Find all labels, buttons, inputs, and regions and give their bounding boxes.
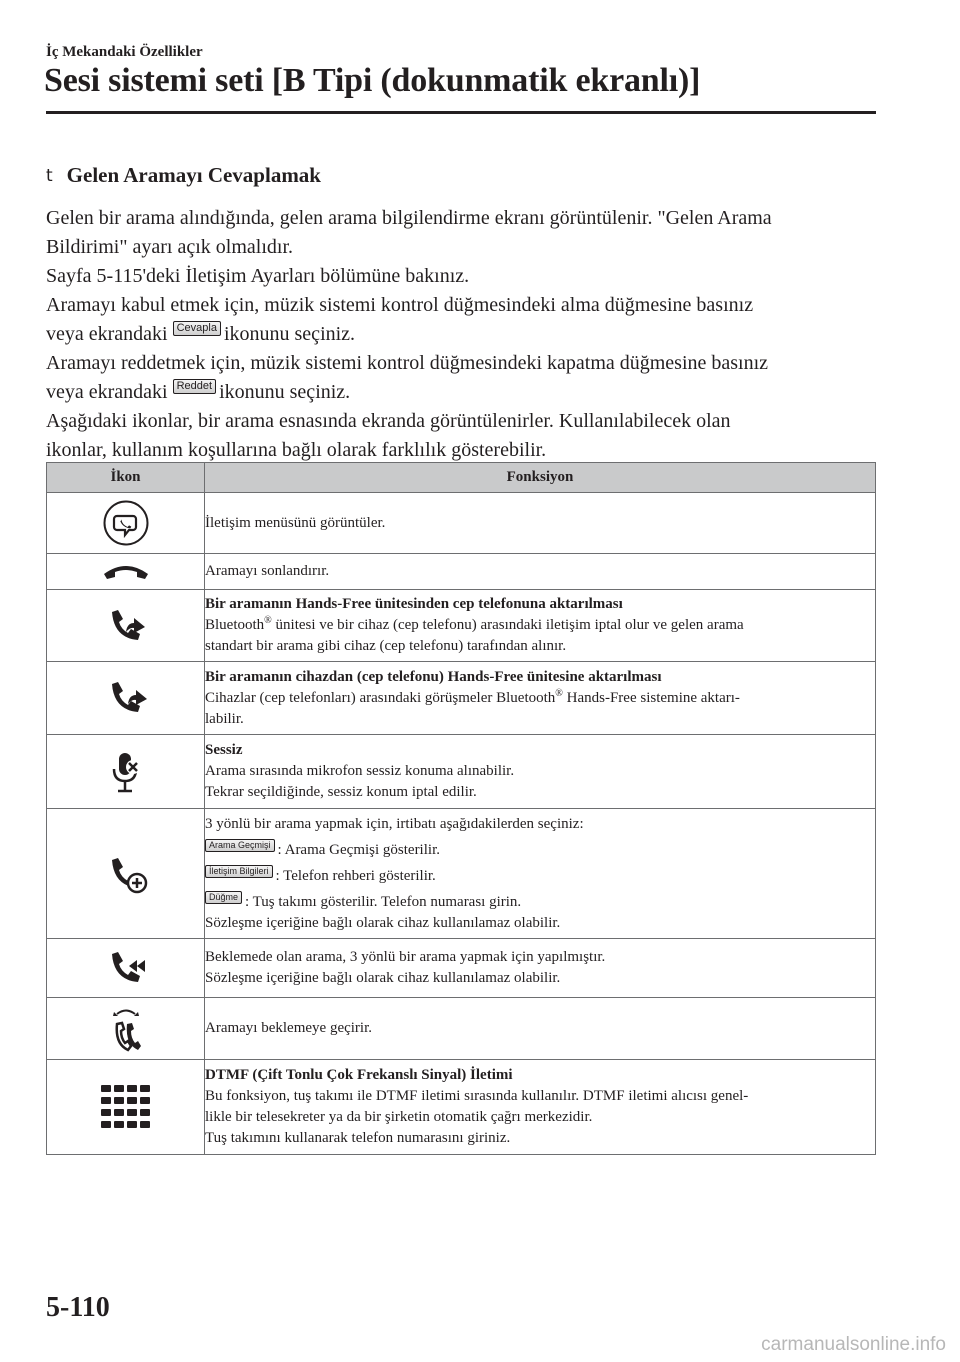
- body-line: Sayfa 5-115'deki İletişim Ayarları bölümüne bakınız.: [46, 265, 470, 287]
- answer-chip: Cevapla: [173, 321, 221, 336]
- call-history-chip: Arama Geçmişi: [205, 839, 275, 852]
- body-text-segment: ikonunu seçiniz.: [223, 323, 356, 345]
- body-line: Aşağıdaki ikonlar, bir arama esnasında ekranda görüntülenirler. Kullanılabilecek olan: [46, 410, 731, 432]
- row-text-segment: Hands-Free sistemine aktarı-: [562, 689, 740, 706]
- end-call-icon: [47, 562, 204, 582]
- table-row: [47, 735, 876, 809]
- body-text-segment: ikonunu seçiniz.: [219, 381, 351, 403]
- page-title: Sesi sistemi seti [B Tipi (dokunmatik ekranlı)]: [44, 62, 701, 99]
- row-description: Bu fonksiyon, tuş takımı ile DTMF iletimi sırasında kullanılır. DTMF iletimi alıcısı genel-: [205, 1088, 749, 1104]
- row-text-segment: : Tuş takımı gösterilir. Telefon numarası girin.: [245, 893, 522, 910]
- icon-function-table: [46, 462, 876, 1155]
- body-line: Gelen bir arama alındığında, gelen arama bilgilendirme ekranı görüntülenir. "Gelen Arama: [46, 207, 772, 229]
- table-row: [47, 662, 876, 735]
- merge-calls-icon: [47, 945, 204, 991]
- row-title: Sessiz: [205, 742, 243, 758]
- row-title: Bir aramanın Hands-Free ünitesinden cep telefonuna aktarılması: [205, 596, 623, 612]
- registered-mark: ®: [555, 687, 563, 699]
- body-line: Aramayı reddetmek için, müzik sistemi kontrol düğmesindeki kapatma düğmesine basınız: [46, 352, 769, 374]
- row-description: Sözleşme içeriğine bağlı olarak cihaz kullanılamaz olabilir.: [205, 914, 561, 931]
- table-row: [47, 493, 876, 554]
- heading-text: Gelen Aramayı Cevaplamak: [66, 163, 321, 187]
- row-description: [205, 865, 875, 887]
- keypad-icon: [47, 1085, 204, 1129]
- communication-menu-icon: [47, 500, 204, 546]
- table-row: [47, 590, 876, 662]
- hold-call-icon: [47, 1004, 204, 1054]
- row-text-segment: : Telefon rehberi gösterilir.: [275, 867, 436, 884]
- body-line: ikonlar, kullanım koşullarına bağlı olarak farklılık gösterebilir.: [46, 439, 547, 461]
- table-row: [47, 554, 876, 590]
- table-row: [47, 939, 876, 998]
- row-title: DTMF (Çift Tonlu Çok Frekanslı Sinyal) İletimi: [205, 1067, 513, 1083]
- row-description: Aramayı sonlandırır.: [205, 563, 330, 579]
- reject-chip: Reddet: [173, 379, 216, 394]
- subsection-heading: [46, 163, 321, 188]
- row-description: Sözleşme içeriğine bağlı olarak cihaz kullanılamaz olabilir.: [205, 970, 561, 986]
- row-text-segment: : Arama Geçmişi gösterilir.: [277, 841, 440, 858]
- transfer-to-handsfree-icon: [47, 675, 204, 721]
- row-description: labilir.: [205, 710, 244, 727]
- body-line: [46, 320, 886, 349]
- keypad-chip: Düğme: [205, 891, 242, 904]
- transfer-to-phone-icon: [47, 603, 204, 649]
- add-call-icon: [47, 851, 204, 897]
- row-description: [205, 615, 875, 636]
- body-line: Bildirimi" ayarı açık olmalıdır.: [46, 236, 294, 258]
- row-description: [205, 839, 875, 861]
- row-text-segment: ünitesi ve bir cihaz (cep telefonu) arasındaki iletişim iptal olur ve gelen arama: [271, 617, 744, 633]
- row-description: Aramayı beklemeye geçirir.: [205, 1020, 373, 1036]
- row-title: Bir aramanın cihazdan (cep telefonu) Hands-Free ünitesine aktarılması: [205, 668, 662, 685]
- title-rule: [46, 111, 876, 114]
- row-description: standart bir arama gibi cihaz (cep telefonu) tarafından alınır.: [205, 638, 567, 654]
- table-row: [47, 809, 876, 939]
- body-text-segment: veya ekrandaki: [46, 323, 168, 345]
- body-text: [46, 204, 886, 465]
- contacts-chip: İletişim Bilgileri: [205, 865, 273, 878]
- mute-microphone-icon: [47, 749, 204, 795]
- row-description: [205, 688, 875, 709]
- row-description: [205, 891, 875, 913]
- row-description: Beklemede olan arama, 3 yönlü bir arama yapmak için yapılmıştır.: [205, 949, 606, 965]
- row-description: Tekrar seçildiğinde, sessiz konum iptal edilir.: [205, 784, 477, 800]
- table-row: [47, 1060, 876, 1155]
- body-line: Aramayı kabul etmek için, müzik sistemi kontrol düğmesindeki alma düğmesine basınız: [46, 294, 754, 316]
- registered-mark: ®: [264, 615, 272, 626]
- row-description: İletişim menüsünü görüntüler.: [205, 514, 386, 531]
- watermark: carmanualsonline.info: [761, 1334, 946, 1355]
- row-text-segment: Bluetooth: [205, 617, 265, 633]
- row-text-segment: Cihazlar (cep telefonları) arasındaki görüşmeler Bluetooth: [205, 689, 556, 706]
- row-description: Tuş takımını kullanarak telefon numarasını giriniz.: [205, 1130, 511, 1146]
- row-description: likle bir telesekreter ya da bir şirketin otomatik çağrı merkezidir.: [205, 1109, 593, 1125]
- column-header-icon: İkon: [47, 463, 205, 493]
- table-row: [47, 998, 876, 1060]
- heading-bullet: t: [46, 166, 53, 186]
- section-label: İç Mekandaki Özellikler: [46, 44, 203, 60]
- row-description: 3 yönlü bir arama yapmak için, irtibatı aşağıdakilerden seçiniz:: [205, 815, 584, 832]
- column-header-function: Fonksiyon: [205, 463, 876, 493]
- body-line: [46, 378, 886, 407]
- body-text-segment: veya ekrandaki: [46, 381, 168, 403]
- page-number: 5-110: [46, 1292, 110, 1323]
- row-description: Arama sırasında mikrofon sessiz konuma alınabilir.: [205, 763, 515, 779]
